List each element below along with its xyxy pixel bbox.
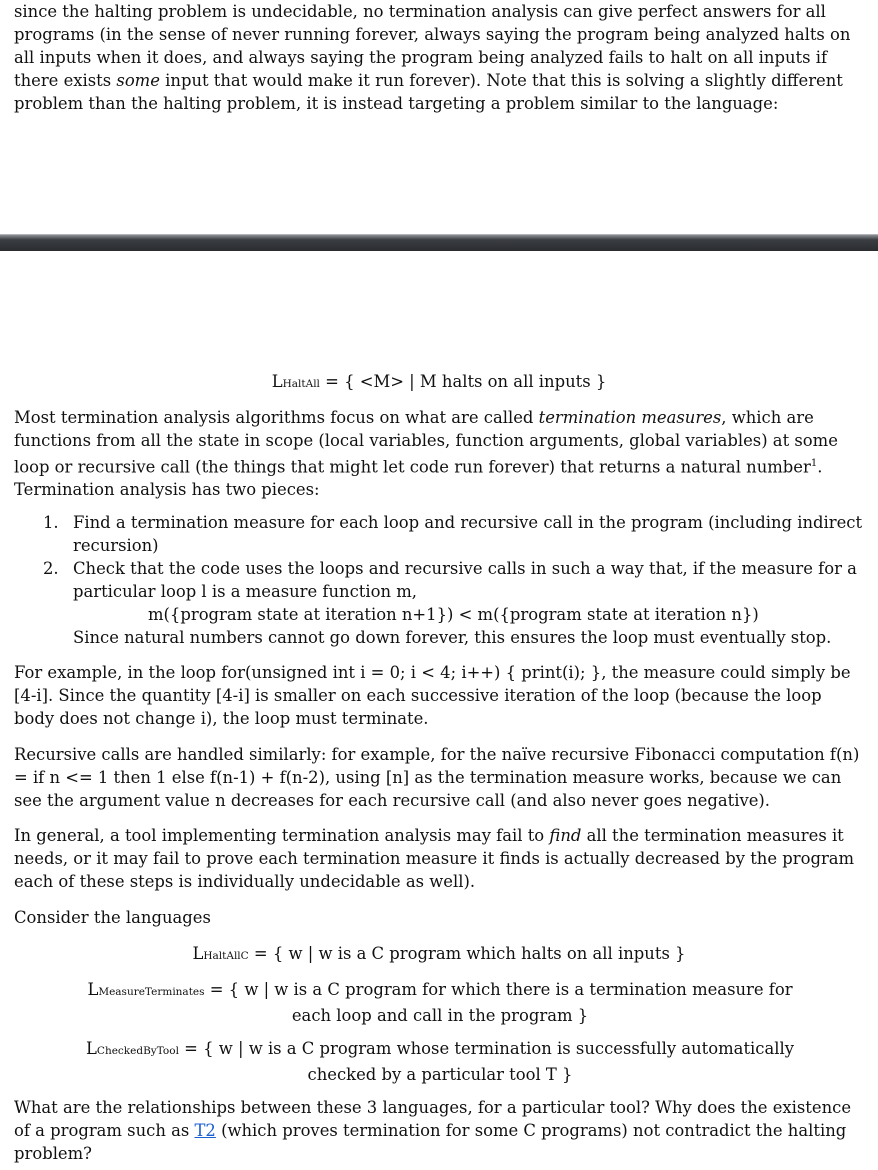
list-number: 2. <box>43 559 59 578</box>
measures-text-2: , which are functions from all the state in scope (local variables, function arguments, global variables) at some loop or recursive call (the things that might let code run forever) that returns a natural number <box>14 408 838 477</box>
measures-paragraph <box>14 406 864 501</box>
measures-text-1: Most termination analysis algorithms focus on what are called <box>14 408 539 427</box>
intro-text-2: input that would make it run forever). Note that this is solving a slightly different problem than the halting problem, it is instead targeting a problem similar to the language: <box>14 71 843 113</box>
language-haltall <box>0 370 878 396</box>
list-item-text: Find a termination measure for each loop and recursive call in the program (including indirect recursion) <box>73 513 863 555</box>
language-haltallc <box>0 942 878 968</box>
steps-list <box>14 511 864 649</box>
general-text-1: In general, a tool implementing termination analysis may fail to <box>14 826 550 845</box>
loop-example-paragraph: For example, in the loop for(unsigned int i = 0; i < 4; i++) { print(i); }, the measure could simply be [4-i]. Since the quantity [4-i] is smaller on each successive iteration of the loop (because the loop body does not change i), the loop must terminate. <box>14 663 851 728</box>
language-definition: = { <M> | M halts on all inputs } <box>319 372 607 391</box>
language-checkedbytool <box>80 1037 800 1086</box>
language-subscript: MeasureTerminates <box>98 986 205 998</box>
language-measureterminates <box>80 978 800 1027</box>
general-emphasis: find <box>549 826 582 845</box>
list-item <box>14 557 864 649</box>
intro-paragraph <box>14 0 864 115</box>
language-name: L <box>271 372 283 391</box>
language-subscript: HaltAll <box>282 378 320 390</box>
language-name: L <box>192 944 204 963</box>
footnote-marker: 1 <box>810 458 818 469</box>
list-item <box>14 511 864 557</box>
step2-tail: Since natural numbers cannot go down forever, this ensures the loop must eventually stop. <box>73 628 832 647</box>
recursive-paragraph: Recursive calls are handled similarly: for example, for the naïve recursive Fibonacci computation f(n) = if n <= 1 then 1 else f(n-1) + f(n-2), using [n] as the termination measure works, because we can see the argument value n decreases for each recursive call (and also never goes negative). <box>14 745 860 810</box>
measures-text-3: . Termination analysis has two pieces: <box>14 457 823 500</box>
intro-text-1: since the halting problem is undecidable, no termination analysis can give perfect answers for all programs (in the sense of never running forever, always saying the program being analyzed halts on all inputs when it does, and always saying the program being analyzed fails to halt on all inputs if there exists <box>14 2 851 90</box>
general-text-2: all the termination measures it needs, or it may fail to prove each termination measure it finds is actually decreased by the program each of these steps is individually undecidable as well). <box>14 826 855 891</box>
language-name: L <box>86 1039 97 1058</box>
consider-heading: Consider the languages <box>14 908 211 927</box>
language-subscript: CheckedByTool <box>96 1045 179 1057</box>
question-text-2: (which proves termination for some C programs) not contradict the halting problem? <box>14 1121 847 1163</box>
list-item-text: Check that the code uses the loops and recursive calls in such a way that, if the measure for a particular loop l is a measure function m, <box>73 559 857 601</box>
language-definition: = { w | w is a C program which halts on all inputs } <box>248 944 686 963</box>
general-paragraph <box>14 824 864 893</box>
t2-link[interactable]: T2 <box>194 1121 216 1140</box>
language-definition: = { w | w is a C program for which there is a termination measure for each loop and call in the program } <box>204 980 793 1025</box>
language-name: L <box>87 980 99 999</box>
step2-formula: m({program state at iteration n+1}) < m({program state at iteration n}) <box>148 605 759 624</box>
measures-emphasis: termination measures <box>538 408 722 427</box>
page-separator <box>0 234 878 251</box>
intro-emphasis: some <box>116 71 160 90</box>
list-number: 1. <box>43 513 59 532</box>
language-definition: = { w | w is a C program whose termination is successfully automatically checked by a particular tool T } <box>178 1039 794 1084</box>
language-subscript: HaltAllC <box>203 950 249 962</box>
question-paragraph <box>14 1096 864 1165</box>
question-text-1: What are the relationships between these 3 languages, for a particular tool? Why does the existence of a program such as <box>14 1098 852 1140</box>
